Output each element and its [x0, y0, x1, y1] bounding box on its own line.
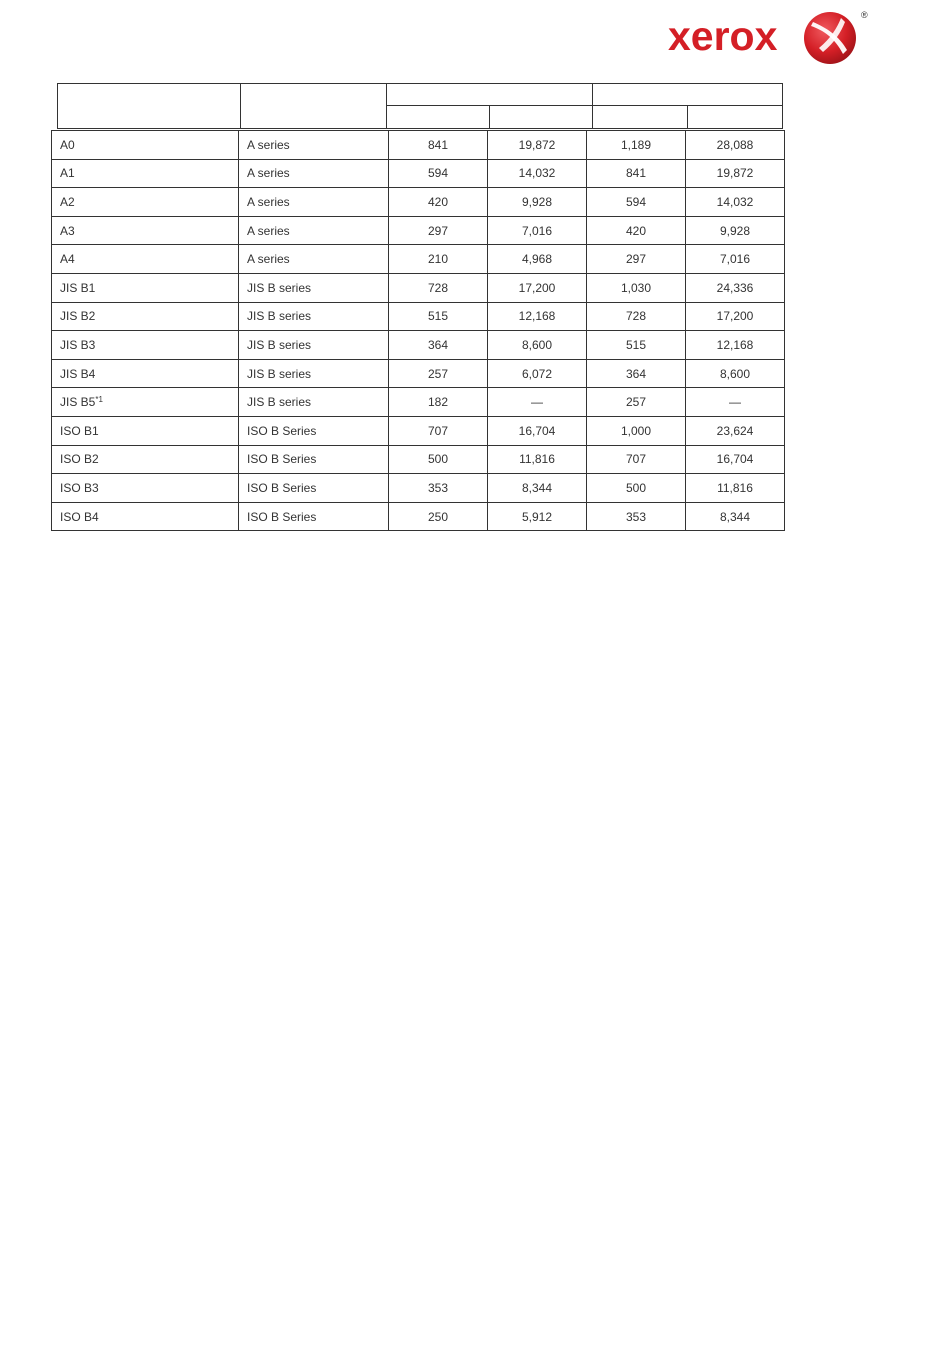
table-row — [52, 131, 785, 160]
cell-value-1: 182 — [389, 388, 488, 417]
cell-size — [52, 131, 239, 160]
table-row — [52, 388, 785, 417]
table-row — [52, 331, 785, 360]
cell-value-3: 1,030 — [587, 273, 686, 302]
paper-size-table — [51, 130, 785, 531]
cell-value-2: 6,072 — [488, 359, 587, 388]
header-sub-4 — [687, 105, 783, 129]
table-body — [52, 131, 785, 531]
cell-value-2: 9,928 — [488, 188, 587, 217]
cell-value-1: 707 — [389, 416, 488, 445]
cell-size — [52, 302, 239, 331]
table-row — [52, 416, 785, 445]
cell-value-2: 14,032 — [488, 159, 587, 188]
footnote-marker: *1 — [95, 395, 103, 405]
cell-value-1: 353 — [389, 474, 488, 503]
table-row — [52, 216, 785, 245]
size-label: JIS B2 — [60, 309, 96, 324]
cell-value-4: 9,928 — [686, 216, 785, 245]
cell-value-4: 23,624 — [686, 416, 785, 445]
table-row — [52, 188, 785, 217]
cell-size — [52, 388, 239, 417]
size-label: JIS B1 — [60, 280, 96, 295]
cell-value-1: 515 — [389, 302, 488, 331]
registered-mark: ® — [861, 10, 868, 20]
xerox-ball-icon — [801, 8, 859, 66]
cell-size — [52, 273, 239, 302]
cell-series: A series — [239, 245, 389, 274]
cell-size — [52, 445, 239, 474]
cell-value-2: 8,344 — [488, 474, 587, 503]
cell-value-1: 500 — [389, 445, 488, 474]
table-row — [52, 474, 785, 503]
cell-value-2: 16,704 — [488, 416, 587, 445]
header-sub-1 — [386, 105, 490, 129]
cell-value-2: 8,600 — [488, 331, 587, 360]
size-label: ISO B1 — [60, 423, 99, 438]
cell-series: JIS B series — [239, 359, 389, 388]
cell-value-3: 353 — [587, 502, 686, 531]
cell-series: ISO B Series — [239, 416, 389, 445]
cell-series: A series — [239, 159, 389, 188]
logo-wordmark: xerox — [668, 13, 778, 59]
cell-series: JIS B series — [239, 273, 389, 302]
cell-value-4: 14,032 — [686, 188, 785, 217]
cell-value-3: 364 — [587, 359, 686, 388]
cell-value-2: 7,016 — [488, 216, 587, 245]
cell-value-4: 28,088 — [686, 131, 785, 160]
cell-value-3: 1,000 — [587, 416, 686, 445]
cell-value-4: 16,704 — [686, 445, 785, 474]
cell-value-3: 420 — [587, 216, 686, 245]
header-cell-size — [57, 83, 241, 129]
cell-value-4: 24,336 — [686, 273, 785, 302]
cell-size — [52, 216, 239, 245]
cell-value-4: 7,016 — [686, 245, 785, 274]
cell-value-1: 297 — [389, 216, 488, 245]
header-group-2 — [592, 83, 783, 106]
cell-series: JIS B series — [239, 302, 389, 331]
cell-value-4: 8,600 — [686, 359, 785, 388]
cell-series: JIS B series — [239, 388, 389, 417]
cell-value-2: 5,912 — [488, 502, 587, 531]
cell-value-4: — — [686, 388, 785, 417]
size-label: A1 — [60, 166, 75, 181]
size-label: JIS B3 — [60, 337, 96, 352]
size-label: A4 — [60, 252, 75, 267]
cell-value-4: 19,872 — [686, 159, 785, 188]
cell-value-3: 841 — [587, 159, 686, 188]
size-label: A3 — [60, 223, 75, 238]
table-row — [52, 273, 785, 302]
cell-value-3: 500 — [587, 474, 686, 503]
cell-value-3: 594 — [587, 188, 686, 217]
cell-value-3: 707 — [587, 445, 686, 474]
header-cell-series — [240, 83, 387, 129]
cell-series: ISO B Series — [239, 474, 389, 503]
table-row — [52, 359, 785, 388]
header-sub-3 — [592, 105, 688, 129]
cell-value-1: 728 — [389, 273, 488, 302]
size-label: JIS B4 — [60, 366, 96, 381]
cell-value-1: 594 — [389, 159, 488, 188]
cell-value-3: 1,189 — [587, 131, 686, 160]
cell-series: A series — [239, 216, 389, 245]
cell-value-4: 11,816 — [686, 474, 785, 503]
size-label: ISO B4 — [60, 509, 99, 524]
cell-size — [52, 359, 239, 388]
size-label: ISO B3 — [60, 480, 99, 495]
table-row — [52, 445, 785, 474]
size-label: A0 — [60, 137, 75, 152]
cell-value-3: 728 — [587, 302, 686, 331]
size-label: JIS B5 — [60, 395, 96, 410]
cell-value-2: 17,200 — [488, 273, 587, 302]
table-row — [52, 502, 785, 531]
cell-value-2: 4,968 — [488, 245, 587, 274]
header-sub-2 — [489, 105, 593, 129]
cell-value-4: 8,344 — [686, 502, 785, 531]
cell-value-2: — — [488, 388, 587, 417]
header-group-1 — [386, 83, 593, 106]
cell-series: A series — [239, 131, 389, 160]
cell-value-1: 364 — [389, 331, 488, 360]
cell-value-2: 11,816 — [488, 445, 587, 474]
cell-value-1: 250 — [389, 502, 488, 531]
cell-value-3: 257 — [587, 388, 686, 417]
size-label: A2 — [60, 194, 75, 209]
cell-value-1: 420 — [389, 188, 488, 217]
cell-value-4: 12,168 — [686, 331, 785, 360]
cell-value-1: 257 — [389, 359, 488, 388]
cell-size — [52, 502, 239, 531]
cell-size — [52, 474, 239, 503]
cell-value-4: 17,200 — [686, 302, 785, 331]
size-label: ISO B2 — [60, 452, 99, 467]
cell-series: ISO B Series — [239, 445, 389, 474]
table-header — [57, 83, 783, 129]
table-row — [52, 302, 785, 331]
table-row — [52, 159, 785, 188]
cell-size — [52, 416, 239, 445]
table-row — [52, 245, 785, 274]
cell-size — [52, 159, 239, 188]
cell-value-2: 19,872 — [488, 131, 587, 160]
xerox-logo — [668, 8, 878, 68]
cell-value-3: 515 — [587, 331, 686, 360]
cell-value-3: 297 — [587, 245, 686, 274]
cell-value-1: 210 — [389, 245, 488, 274]
cell-series: A series — [239, 188, 389, 217]
cell-size — [52, 331, 239, 360]
cell-value-1: 841 — [389, 131, 488, 160]
cell-size — [52, 245, 239, 274]
cell-size — [52, 188, 239, 217]
cell-value-2: 12,168 — [488, 302, 587, 331]
cell-series: ISO B Series — [239, 502, 389, 531]
cell-series: JIS B series — [239, 331, 389, 360]
